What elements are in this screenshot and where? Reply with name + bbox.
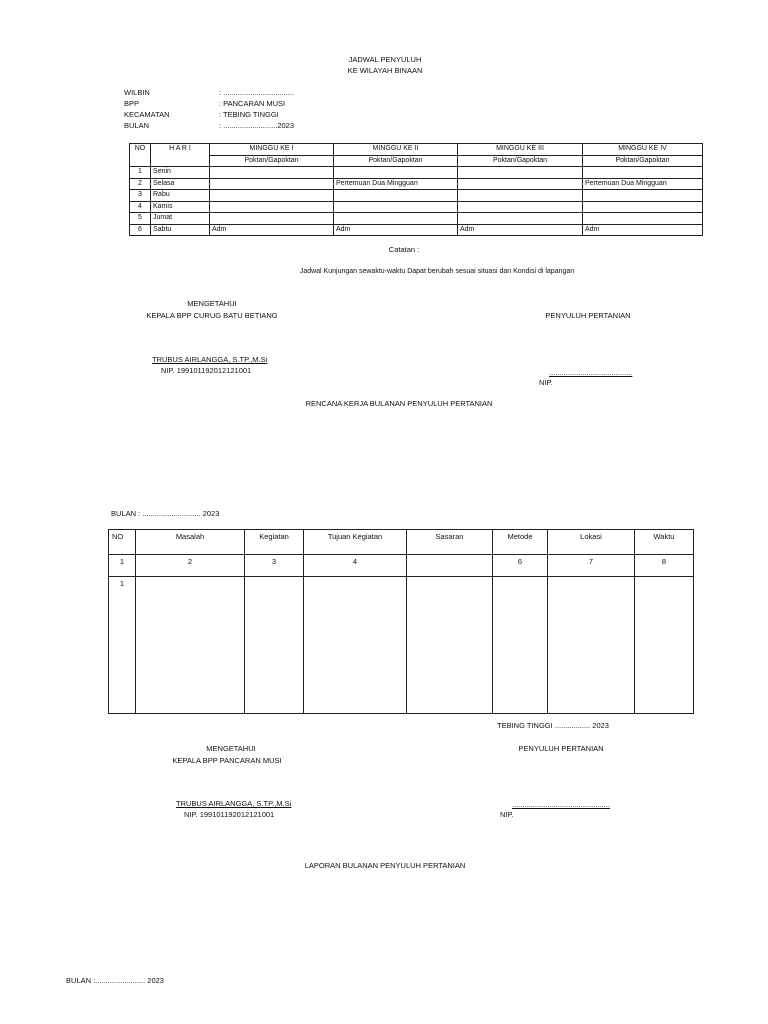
laporan-title: LAPORAN BULANAN PENYULUH PERTANIAN xyxy=(304,861,466,870)
catatan-label: Catatan : xyxy=(388,245,420,254)
info-value-wilbin: : .................................. xyxy=(219,88,295,97)
table-row xyxy=(130,201,703,213)
subheader-week-2: Poktan/Gapoktan xyxy=(334,155,458,167)
rencana-title: RENCANA KERJA BULANAN PENYULUH PERTANIAN xyxy=(305,399,493,408)
table-row xyxy=(109,555,694,577)
row-cell: Pertemuan Dua Mingguan xyxy=(583,178,703,190)
row-cell xyxy=(334,213,458,225)
penyuluh-label-2: PENYULUH PERTANIAN xyxy=(518,744,604,753)
header-hari: H A R I xyxy=(151,144,210,167)
row-no: 5 xyxy=(130,213,151,225)
penyuluh-name-blank-2: ............................................... xyxy=(512,800,610,809)
row-cell xyxy=(635,577,694,714)
table-row xyxy=(130,167,703,179)
row-cell xyxy=(458,167,583,179)
table-row xyxy=(130,224,703,236)
header-week-1: MINGGU KE I xyxy=(210,144,334,156)
row-day: Jumat xyxy=(151,213,210,225)
col-number: 4 xyxy=(304,555,407,577)
header-week-3: MINGGU KE III xyxy=(458,144,583,156)
row-day: Rabu xyxy=(151,190,210,202)
row-cell xyxy=(334,201,458,213)
info-label-kecamatan: KECAMATAN xyxy=(124,110,170,119)
row-day: Senin xyxy=(151,167,210,179)
header-metode: Metode xyxy=(493,530,548,555)
info-value-bpp: : PANCARAN MUSI xyxy=(219,99,286,108)
row-cell xyxy=(334,190,458,202)
row-cell xyxy=(458,190,583,202)
row-cell: Adm xyxy=(334,224,458,236)
header-tujuan: Tujuan Kegiatan xyxy=(304,530,407,555)
col-number: 3 xyxy=(245,555,304,577)
header-waktu: Waktu xyxy=(635,530,694,555)
row-no: 1 xyxy=(109,577,136,714)
penyuluh-nip-2: NIP. xyxy=(500,810,514,819)
subheader-week-4: Poktan/Gapoktan xyxy=(583,155,703,167)
header-sasaran: Sasaran xyxy=(407,530,493,555)
header-kegiatan: Kegiatan xyxy=(245,530,304,555)
jadwal-title-2: KE WILAYAH BINAAN xyxy=(347,66,423,75)
table-row xyxy=(130,213,703,225)
row-cell xyxy=(407,577,493,714)
info-label-bpp: BPP xyxy=(124,99,140,108)
header-no: NO xyxy=(130,144,151,167)
info-label-bulan: BULAN xyxy=(124,121,150,130)
col-number: 1 xyxy=(109,555,136,577)
subheader-week-1: Poktan/Gapoktan xyxy=(210,155,334,167)
row-no: 6 xyxy=(130,224,151,236)
row-no: 2 xyxy=(130,178,151,190)
table-row xyxy=(130,178,703,190)
table-row xyxy=(130,190,703,202)
row-cell: Pertemuan Dua Mingguan xyxy=(334,178,458,190)
info-label-wilbin: WILBIN xyxy=(124,88,150,97)
laporan-bulan: BULAN :........................ 2023 xyxy=(66,976,164,985)
row-no: 1 xyxy=(130,167,151,179)
signatory-nip: NIP. 199101192012121001 xyxy=(161,366,252,375)
signatory-name: TRUBUS AIRLANGGA, S.TP.,M.Si xyxy=(152,355,268,364)
jadwal-table xyxy=(129,143,703,236)
row-cell xyxy=(245,577,304,714)
row-no: 4 xyxy=(130,201,151,213)
row-cell: Adm xyxy=(210,224,334,236)
row-cell xyxy=(334,167,458,179)
signatory-name-2: TRUBUS AIRLANGGA, S.TP.,M.Si xyxy=(176,799,292,808)
row-cell: Adm xyxy=(583,224,703,236)
subheader-week-3: Poktan/Gapoktan xyxy=(458,155,583,167)
header-masalah: Masalah xyxy=(136,530,245,555)
row-day: Sabtu xyxy=(151,224,210,236)
penyuluh-label: PENYULUH PERTANIAN xyxy=(545,311,631,320)
catatan-text: Jadwal Kunjungan sewaktu-waktu Dapat berubah sesuai situasi dan Kondisi di lapangan xyxy=(299,268,575,275)
header-lokasi: Lokasi xyxy=(548,530,635,555)
header-no: NO xyxy=(109,530,136,555)
rencana-bulan: BULAN : ............................ 2023 xyxy=(111,509,220,518)
place-date: TEBING TINGGI ................. 2023 xyxy=(497,721,609,730)
row-no: 3 xyxy=(130,190,151,202)
row-cell xyxy=(583,167,703,179)
row-cell xyxy=(210,213,334,225)
row-cell xyxy=(583,213,703,225)
kepala-bpp-label-2: KEPALA BPP PANCARAN MUSI xyxy=(172,756,282,765)
penyuluh-nip: NIP. xyxy=(539,378,553,387)
col-number: 2 xyxy=(136,555,245,577)
info-value-bulan: : ..........................2023 xyxy=(219,121,295,130)
row-cell xyxy=(210,167,334,179)
row-cell xyxy=(210,190,334,202)
row-cell xyxy=(493,577,548,714)
row-cell xyxy=(548,577,635,714)
row-cell: Adm xyxy=(458,224,583,236)
row-cell xyxy=(583,201,703,213)
row-cell xyxy=(304,577,407,714)
jadwal-title-1: JADWAL PENYULUH xyxy=(348,55,422,64)
header-week-4: MINGGU KE IV xyxy=(583,144,703,156)
row-cell xyxy=(136,577,245,714)
row-cell xyxy=(583,190,703,202)
row-cell xyxy=(458,213,583,225)
row-cell xyxy=(210,178,334,190)
col-number xyxy=(407,555,493,577)
info-value-kecamatan: : TEBING TINGGI xyxy=(219,110,279,119)
header-week-2: MINGGU KE II xyxy=(334,144,458,156)
row-cell xyxy=(210,201,334,213)
row-day: Kamis xyxy=(151,201,210,213)
col-number: 8 xyxy=(635,555,694,577)
kepala-bpp-label: KEPALA BPP CURUG BATU BETIANG xyxy=(146,311,278,320)
col-number: 7 xyxy=(548,555,635,577)
penyuluh-name-blank: ........................................ xyxy=(549,368,633,377)
col-number: 6 xyxy=(493,555,548,577)
row-cell xyxy=(458,201,583,213)
mengetahui-label: MENGETAHUI xyxy=(187,299,237,308)
table-row xyxy=(109,577,694,714)
row-cell xyxy=(458,178,583,190)
mengetahui-label-2: MENGETAHUI xyxy=(206,744,256,753)
rencana-table xyxy=(108,529,694,714)
signatory-nip-2: NIP. 199101192012121001 xyxy=(184,810,275,819)
row-day: Selasa xyxy=(151,178,210,190)
